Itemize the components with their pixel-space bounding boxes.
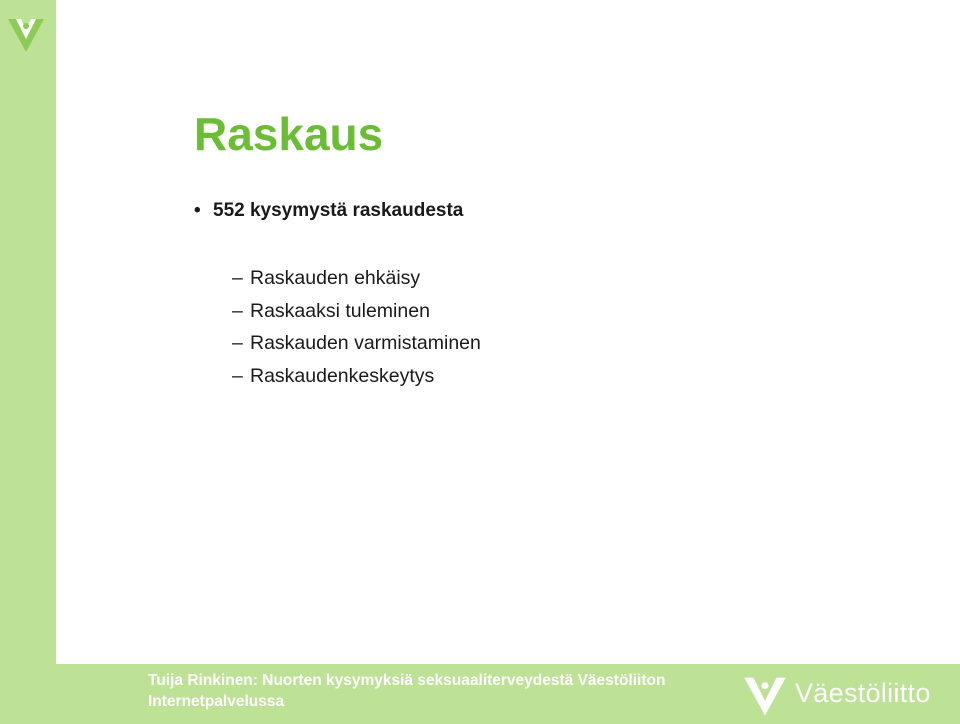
dash-marker: –: [232, 299, 243, 322]
dash-marker: –: [232, 267, 243, 289]
footer-caption-line: Internetpalvelussa: [148, 693, 285, 710]
brand-wordmark: Väestöliitto: [795, 678, 931, 708]
vaestoliitto-leaf-logo-icon: [6, 15, 46, 55]
sub-bullet-list: [232, 262, 481, 392]
sub-bullet-item: [232, 360, 481, 393]
sub-bullet-text: Raskauden varmistaminen: [250, 332, 481, 354]
sub-bullet-item: [232, 262, 481, 295]
sub-bullet-text: Raskaaksi tuleminen: [250, 299, 430, 322]
footer-band: [0, 664, 960, 724]
footer-caption: [148, 670, 708, 712]
vaestoliitto-leaf-logo-icon: [742, 673, 788, 719]
footer-caption-line: Tuija Rinkinen: Nuorten kysymyksiä seksuaaliterveydestä Väestöliiton: [148, 672, 666, 689]
dash-marker: –: [232, 364, 243, 387]
left-sidebar-band: [0, 0, 56, 664]
bullet-item: [194, 199, 463, 223]
sub-bullet-text: Raskaudenkeskeytys: [250, 364, 435, 387]
slide-title: Raskaus: [194, 108, 384, 160]
bullet-marker: •: [194, 200, 201, 221]
bullet-text: 552 kysymystä raskaudesta: [213, 200, 464, 221]
sub-bullet-item: [232, 295, 481, 328]
sub-bullet-item: [232, 327, 481, 360]
sub-bullet-text: Raskauden ehkäisy: [250, 267, 421, 289]
dash-marker: –: [232, 332, 243, 354]
